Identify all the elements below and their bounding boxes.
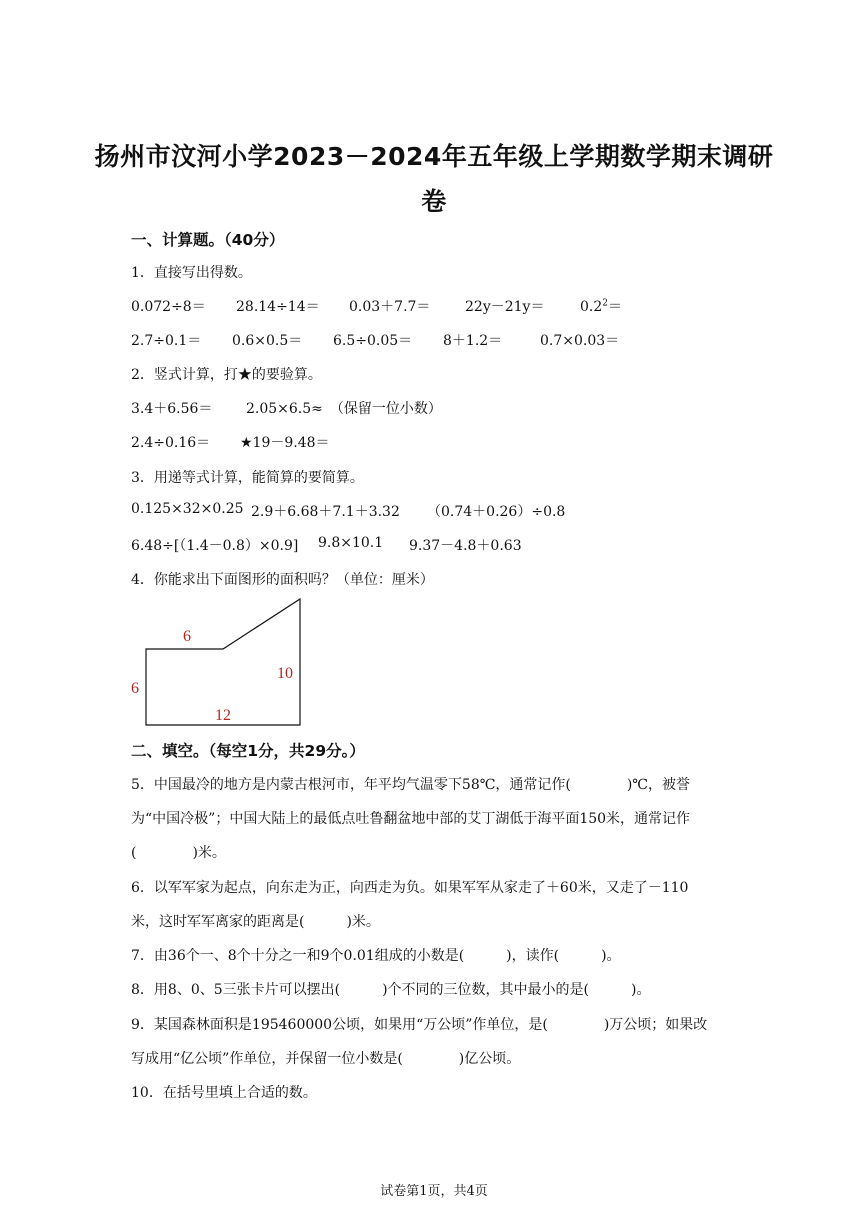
figure-label-left: 6 (131, 680, 139, 697)
q7-line: 7．由36个一、8个十分之一和9个0.01组成的小数是( )，读作( )。 (131, 948, 621, 964)
q2-item: 2.4÷0.16＝ (131, 435, 211, 451)
q1-prompt: 1．直接写出得数。 (131, 265, 252, 281)
exam-title-line2: 卷 (421, 187, 447, 216)
q2-item: 3.4＋6.56＝ (131, 401, 213, 417)
q2-item: 2.05×6.5≈ （保留一位小数） (246, 401, 442, 417)
q1-item: 2.7÷0.1＝ (131, 333, 202, 349)
q1-item: 22y－21y＝ (465, 299, 545, 315)
q3-item: 0.125×32×0.25 (131, 501, 244, 517)
q2-item: ★19－9.48＝ (240, 435, 330, 451)
q1-item: 28.14÷14＝ (236, 299, 320, 315)
q1-item: 0.03＋7.7＝ (349, 299, 431, 315)
q4-figure (125, 592, 315, 732)
q6-line1: 6．以军军家为起点，向东走为正，向西走为负。如果军军从家走了＋60米，又走了－110 (131, 880, 689, 896)
q5-line1: 5．中国最冷的地方是内蒙古根河市，年平均气温零下58℃，通常记作( )℃，被誉 (131, 777, 690, 793)
q1-item: 0.6×0.5＝ (232, 333, 303, 349)
q1-item-power: $0.2^2=$ (580, 298, 622, 315)
section2-heading: 二、填空。（每空1分，共29分。） (131, 742, 365, 760)
q3-item: 2.9＋6.68＋7.1＋3.32 (251, 504, 400, 520)
q4-prompt: 4．你能求出下面图形的面积吗？（单位：厘米） (131, 572, 434, 588)
q3-item: 9.8×10.1 (318, 535, 384, 551)
figure-label-top: 6 (183, 628, 191, 645)
q10-line: 10．在括号里填上合适的数。 (131, 1085, 317, 1101)
q9-line1: 9．某国森林面积是195460000公顷，如果用“万公顷”作单位，是( )万公顷；如果改 (131, 1017, 708, 1033)
figure-label-right: 10 (277, 665, 293, 682)
q1-item: 8＋1.2＝ (443, 333, 503, 349)
page-footer: 试卷第1页，共4页 (380, 1184, 488, 1199)
q9-line2: 写成用“亿公顷”作单位，并保留一位小数是( )亿公顷。 (131, 1051, 521, 1067)
q1-item: 0.7×0.03＝ (540, 333, 620, 349)
q5-line2: 为“中国冷极”；中国大陆上的最低点吐鲁翻盆地中部的艾丁湖低于海平面150米，通常记作 (131, 811, 691, 827)
q2-prompt: 2．竖式计算，打★的要验算。 (131, 367, 322, 383)
q8-line: 8．用8、0、5三张卡片可以摆出( )个不同的三位数，其中最小的是( )。 (131, 982, 651, 998)
q6-line2: 米，这时军军离家的距离是( )米。 (131, 914, 380, 930)
figure-label-bottom: 12 (215, 707, 231, 724)
exam-title-line1: 扬州市汶河小学2023－2024年五年级上学期数学期末调研 (94, 142, 774, 171)
q3-item: 9.37－4.8＋0.63 (409, 538, 522, 554)
q3-item: 6.48÷[（1.4－0.8）×0.9] (131, 538, 299, 554)
q1-item: 6.5÷0.05＝ (333, 333, 413, 349)
section1-heading: 一、计算题。（40分） (131, 231, 285, 249)
q3-prompt: 3．用递等式计算，能简算的要简算。 (131, 470, 364, 486)
q3-item: （0.74＋0.26）÷0.8 (427, 504, 566, 520)
q1-item: 0.072÷8＝ (131, 299, 206, 315)
q5-line3: ( )米。 (131, 845, 226, 861)
